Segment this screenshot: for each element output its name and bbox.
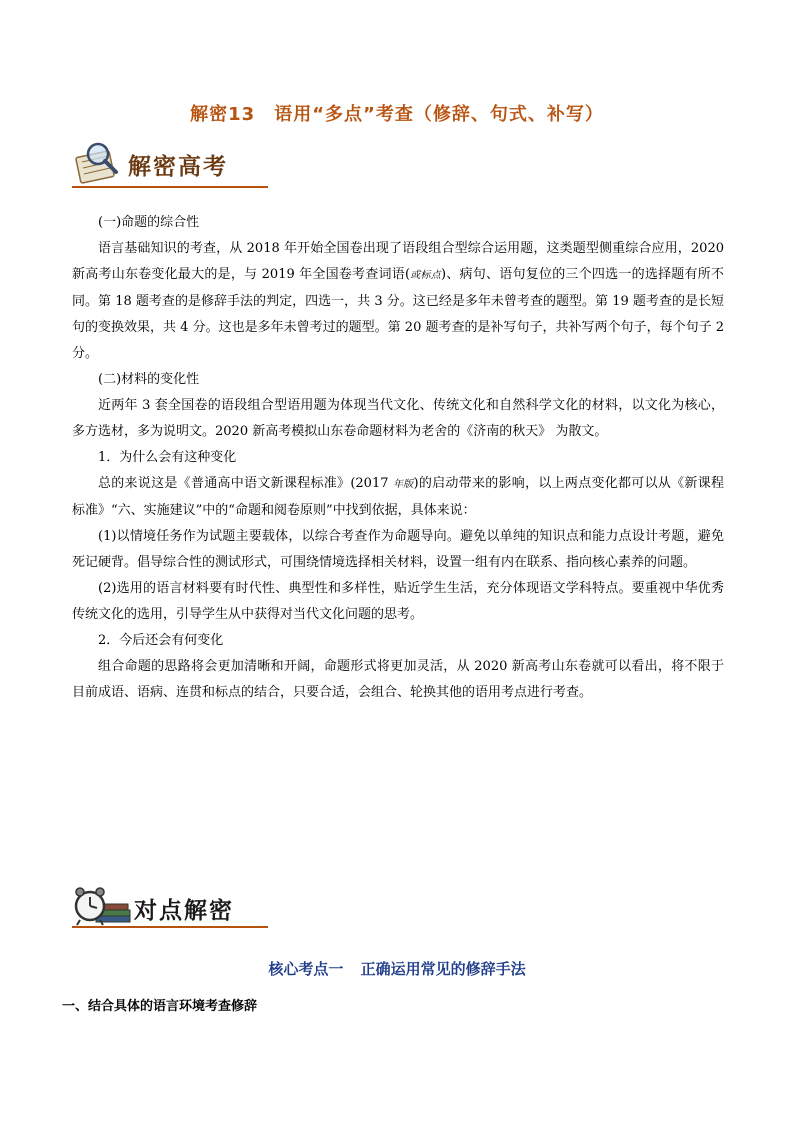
banner-label: 解密高考 [128, 154, 228, 180]
paragraph-5: (2)选用的语言材料要有时代性、典型性和多样性，贴近学生生活，充分体现语文学科特点。要重视中华优秀传统文化的选用，引导学生从中获得对当代文化问题的思考。 [72, 581, 724, 622]
paragraph-2: 近两年 3 套全国卷的语段组合型语用题为体现当代文化、传统文化和自然科学文化的材料，以文化为核心，多方选材，多为说明文。2020 新高考模拟山东卷命题材料为老舍的《济南的秋天》 为散文。 [72, 398, 724, 439]
heading-why-change: 1．为什么会有这种变化 [98, 450, 237, 465]
banner-duidian-jiemi [72, 880, 272, 930]
banner-underline [72, 926, 268, 928]
banner-jiemi-gaokao [72, 140, 272, 190]
paragraph-4: (1)以情境任务作为试题主要载体，以综合考查作为命题导向。避免以单纯的知识点和能力点设计考题，避免死记硬背。倡导综合性的测试形式，可围绕情境选择相关材料，设置一组有内在联系、指向核心素养的问题。 [72, 529, 724, 570]
body-content [72, 210, 724, 706]
paragraph-note: 或标点 [410, 270, 442, 281]
section-heading: 正确运用常见的修辞手法 [360, 960, 526, 978]
heading-mingti-zonghexing: (一)命题的综合性 [98, 215, 200, 230]
document-title: 解密13 语用“多点”考查（修辞、句式、补写） [190, 104, 604, 125]
banner-underline [72, 186, 268, 188]
paragraph-1: 语言基础知识的考查，从 2018 年开始全国卷出现了语段组合型综合运用题，这类题型侧重综合应用，2020 新高考山东卷变化最大的是，与 2019 年全国卷考查词语(或标点)、病句、语句复位的三个四选一的选择题有所不同。第 18 题考查的是修辞手法的判定，四选一，共 3 分。这已经是多年未曾考查的题型。第 19 题考查的是长短句的变换效果，共 4 分。这也是多年未曾考过的题型。第 20 题考查的是补写句子，共补写两个句子，每个句子 2 分。 [72, 241, 725, 361]
paragraph-6: 组合命题的思路将会更加清晰和开阔，命题形式将更加灵活，从 2020 新高考山东卷就可以看出，将不限于目前成语、语病、连贯和标点的结合，只要合适，会组合、轮换其他的语用考点进行考查。 [72, 659, 724, 700]
heading-cailiao-bianhuaxing: (二)材料的变化性 [98, 372, 200, 387]
magnifier-notebook-icon [72, 140, 126, 186]
heading-future-change: 2．今后还会有何变化 [98, 633, 224, 648]
alarm-clock-books-icon [72, 880, 132, 928]
paragraph-3: 总的来说这是《普通高中语文新课程标准》(2017 年版)的启动带来的影响，以上两点变化都可以从《新课程标准》“六、实施建议”中的“命题和阅卷原则”中找到依据，具体来说： [72, 476, 724, 518]
section-title [0, 958, 794, 979]
paragraph-note: 年版 [392, 479, 414, 490]
subsection-title: 一、结合具体的语言环境考查修辞 [62, 999, 258, 1014]
section-label: 核心考点一 [268, 960, 344, 978]
banner-label: 对点解密 [134, 898, 234, 924]
